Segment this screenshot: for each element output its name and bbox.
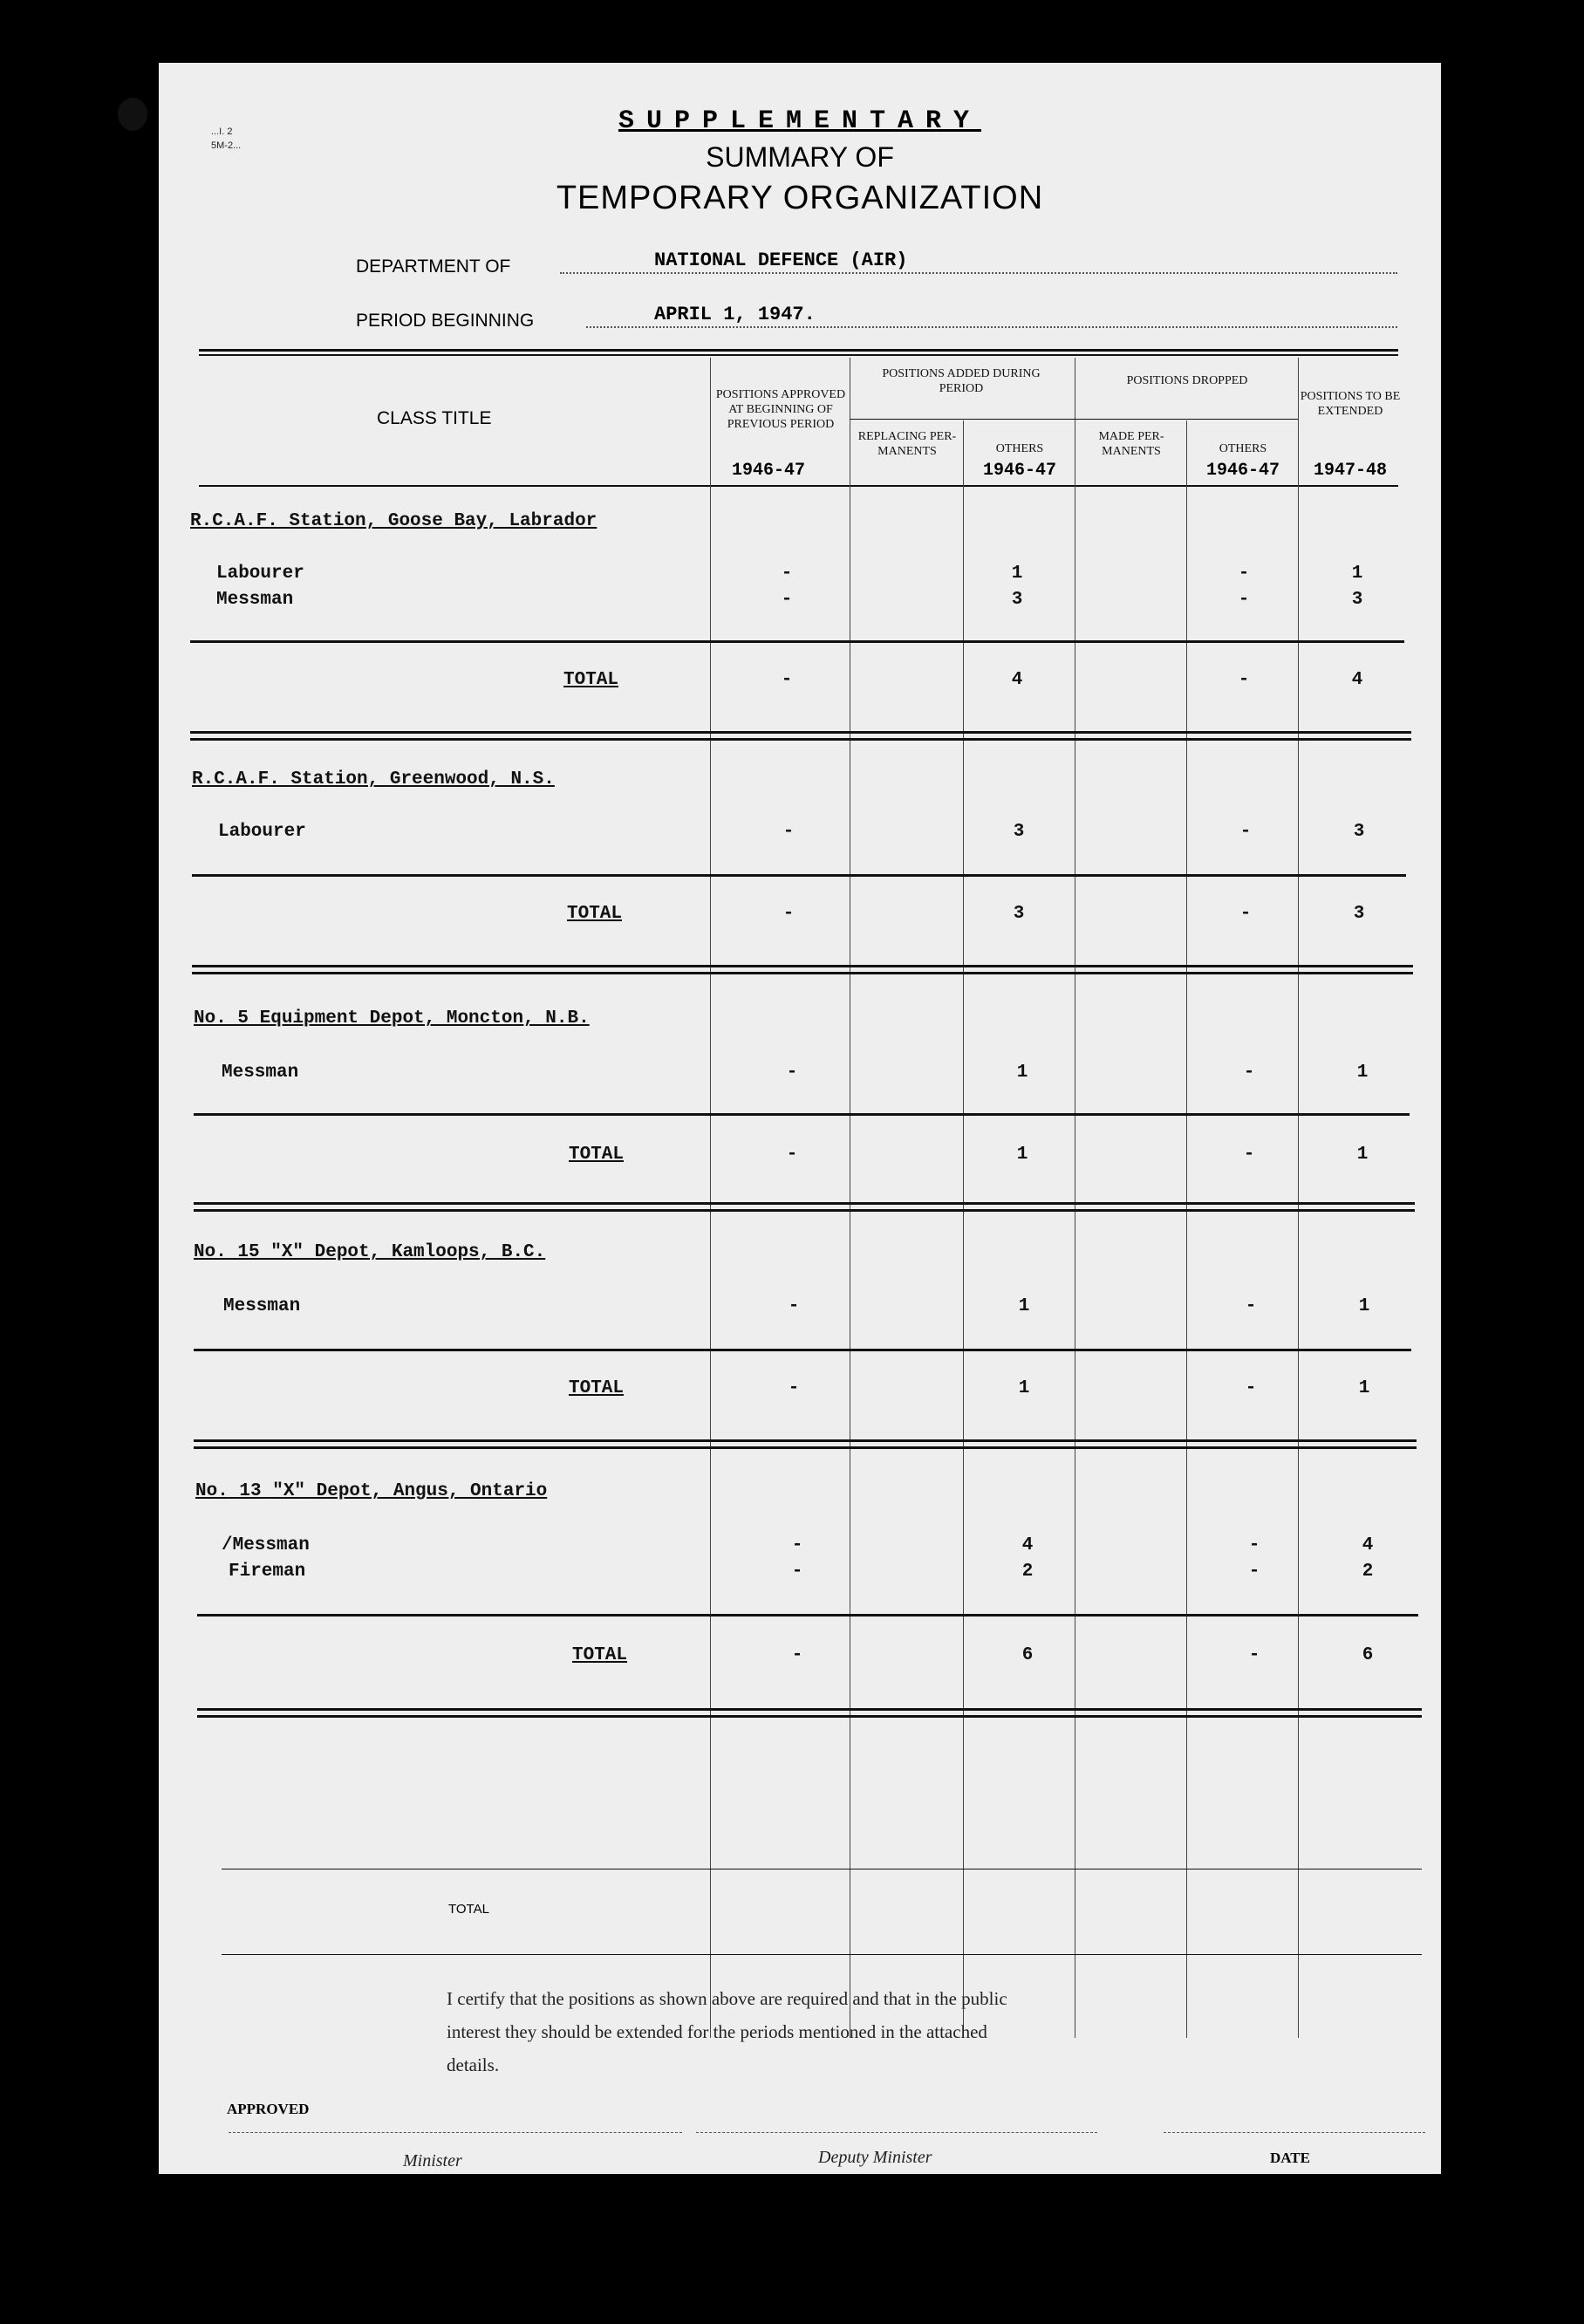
cell-added: 2 (1021, 1562, 1034, 1582)
approved-year: 1946-47 (731, 461, 805, 481)
total-dropped: - (1239, 904, 1252, 924)
cell-extended: 3 (1351, 590, 1363, 610)
total-label: TOTAL (569, 1378, 625, 1398)
others-added-header: OTHERS (995, 442, 1044, 455)
cell-approved: - (781, 590, 793, 610)
dropped-header: POSITIONS DROPPED (1126, 374, 1248, 387)
approved-label: APPROVED (227, 2101, 310, 2117)
ink-blot (118, 98, 147, 131)
header-bottom-rule (199, 485, 1398, 487)
table-row-title: Messman (223, 1296, 301, 1316)
total-added: 4 (1011, 670, 1023, 690)
period-label: PERIOD BEGINNING (356, 311, 535, 331)
cell-dropped: - (1245, 1296, 1257, 1316)
col-line-1 (710, 358, 711, 2038)
others-dropped-header: OTHERS (1219, 442, 1267, 455)
form-page (159, 63, 1441, 2174)
section-rule (194, 1113, 1410, 1116)
cell-added: 1 (1016, 1063, 1028, 1083)
section-rule (194, 1349, 1411, 1351)
table-row-title: Labourer (216, 564, 304, 584)
cell-added: 3 (1013, 822, 1025, 842)
cell-extended: 3 (1353, 822, 1365, 842)
cell-extended: 1 (1356, 1063, 1369, 1083)
total-dropped: - (1243, 1145, 1255, 1165)
deputy-minister-label: Deputy Minister (818, 2148, 932, 2167)
cell-dropped: - (1243, 1063, 1255, 1083)
section-title: R.C.A.F. Station, Greenwood, N.S. (192, 769, 555, 789)
cell-approved: - (781, 564, 793, 584)
table-top-rule (199, 349, 1398, 352)
cell-added: 4 (1021, 1535, 1034, 1555)
grand-total-bottom-rule (222, 1954, 1422, 1955)
cell-approved: - (782, 822, 795, 842)
cell-dropped: - (1239, 822, 1252, 842)
extended-header: POSITIONS TO BE EXTENDED (1300, 390, 1401, 418)
total-dropped: - (1238, 670, 1250, 690)
double-rule (194, 1439, 1417, 1442)
cell-dropped: - (1238, 564, 1250, 584)
certification-text: I certify that the positions as shown above are required and that in the public interest they should be extended for the periods mentioned in the attached details. (447, 1988, 1007, 2075)
col-line-3 (963, 420, 964, 2038)
subheader-rule (850, 419, 1298, 420)
double-rule (190, 738, 1411, 741)
total-label: TOTAL (572, 1645, 628, 1665)
total-extended: 1 (1356, 1145, 1369, 1165)
table-row-title: Messman (216, 590, 294, 610)
total-extended: 4 (1351, 670, 1363, 690)
table-row-title: Messman (222, 1063, 299, 1083)
summary-heading: SUMMARY OF (706, 141, 894, 173)
deputy-signature-line (696, 2132, 1097, 2133)
double-rule (197, 1715, 1422, 1718)
table-row-title: Fireman (229, 1562, 306, 1582)
cell-approved: - (788, 1296, 800, 1316)
double-rule (192, 972, 1413, 974)
cell-dropped: - (1248, 1562, 1260, 1582)
dropped-year: 1946-47 (1205, 461, 1280, 481)
section-rule (190, 640, 1404, 643)
date-label: DATE (1270, 2150, 1310, 2166)
total-label: TOTAL (563, 670, 619, 690)
added-year: 1946-47 (982, 461, 1056, 481)
total-label: TOTAL (569, 1145, 625, 1165)
total-dropped: - (1245, 1378, 1257, 1398)
period-dotline (586, 326, 1397, 328)
double-rule (194, 1209, 1415, 1212)
cell-added: 3 (1011, 590, 1023, 610)
double-rule (190, 731, 1411, 734)
cell-extended: 1 (1351, 564, 1363, 584)
double-rule (197, 1708, 1422, 1711)
table-top-rule-2 (199, 354, 1398, 356)
made-header: MADE PER-MANENTS (1098, 430, 1164, 458)
section-title: No. 5 Equipment Depot, Moncton, N.B. (194, 1008, 590, 1029)
section-rule (192, 874, 1406, 877)
added-header: POSITIONS ADDED DURING PERIOD (882, 367, 1041, 395)
cell-extended: 4 (1362, 1535, 1374, 1555)
total-extended: 1 (1358, 1378, 1370, 1398)
total-added: 1 (1018, 1378, 1030, 1398)
form-code-2: 5M-2... (211, 140, 242, 151)
supplementary-heading: SUPPLEMENTARY (618, 106, 982, 136)
section-title: No. 15 "X" Depot, Kamloops, B.C. (194, 1242, 546, 1262)
cell-extended: 2 (1362, 1562, 1374, 1582)
approved-header: POSITIONS APPROVED AT BEGINNING OF PREVIOUS PERIOD (715, 388, 846, 431)
double-rule (194, 1446, 1417, 1449)
cell-approved: - (791, 1535, 803, 1555)
cell-dropped: - (1238, 590, 1250, 610)
cell-added: 1 (1018, 1296, 1030, 1316)
total-extended: 6 (1362, 1645, 1374, 1665)
total-dropped: - (1248, 1645, 1260, 1665)
double-rule (192, 965, 1413, 967)
table-row-title: /Messman (222, 1535, 310, 1555)
cell-added: 1 (1011, 564, 1023, 584)
section-title: R.C.A.F. Station, Goose Bay, Labrador (190, 511, 597, 531)
total-approved: - (782, 904, 795, 924)
double-rule (194, 1202, 1415, 1205)
page-title: TEMPORARY ORGANIZATION (556, 180, 1044, 216)
form-code-1: ...I. 2 (211, 126, 233, 137)
section-title: No. 13 "X" Depot, Angus, Ontario (195, 1481, 548, 1501)
department-value: NATIONAL DEFENCE (AIR) (654, 249, 908, 271)
table-row-title: Labourer (218, 822, 306, 842)
total-added: 3 (1013, 904, 1025, 924)
period-value: APRIL 1, 1947. (654, 304, 816, 325)
total-approved: - (791, 1645, 803, 1665)
extended-year: 1947-48 (1313, 461, 1387, 481)
department-label: DEPARTMENT OF (356, 256, 511, 277)
department-dotline (560, 272, 1397, 274)
col-line-6 (1298, 358, 1299, 2038)
cell-approved: - (786, 1063, 798, 1083)
minister-label: Minister (403, 2151, 462, 2170)
total-label: TOTAL (567, 904, 623, 924)
total-extended: 3 (1353, 904, 1365, 924)
total-approved: - (786, 1145, 798, 1165)
total-added: 1 (1016, 1145, 1028, 1165)
minister-signature-line (229, 2132, 682, 2133)
replacing-header: REPLACING PER-MANENTS (857, 430, 957, 458)
cell-extended: 1 (1358, 1296, 1370, 1316)
grand-total-label: TOTAL (448, 1902, 489, 1917)
total-approved: - (781, 670, 793, 690)
total-approved: - (788, 1378, 800, 1398)
class-title-header: CLASS TITLE (377, 408, 492, 428)
section-rule (197, 1614, 1418, 1617)
total-added: 6 (1021, 1645, 1034, 1665)
cell-dropped: - (1248, 1535, 1260, 1555)
date-line (1164, 2132, 1425, 2133)
cell-approved: - (791, 1562, 803, 1582)
col-line-5 (1186, 420, 1187, 2038)
